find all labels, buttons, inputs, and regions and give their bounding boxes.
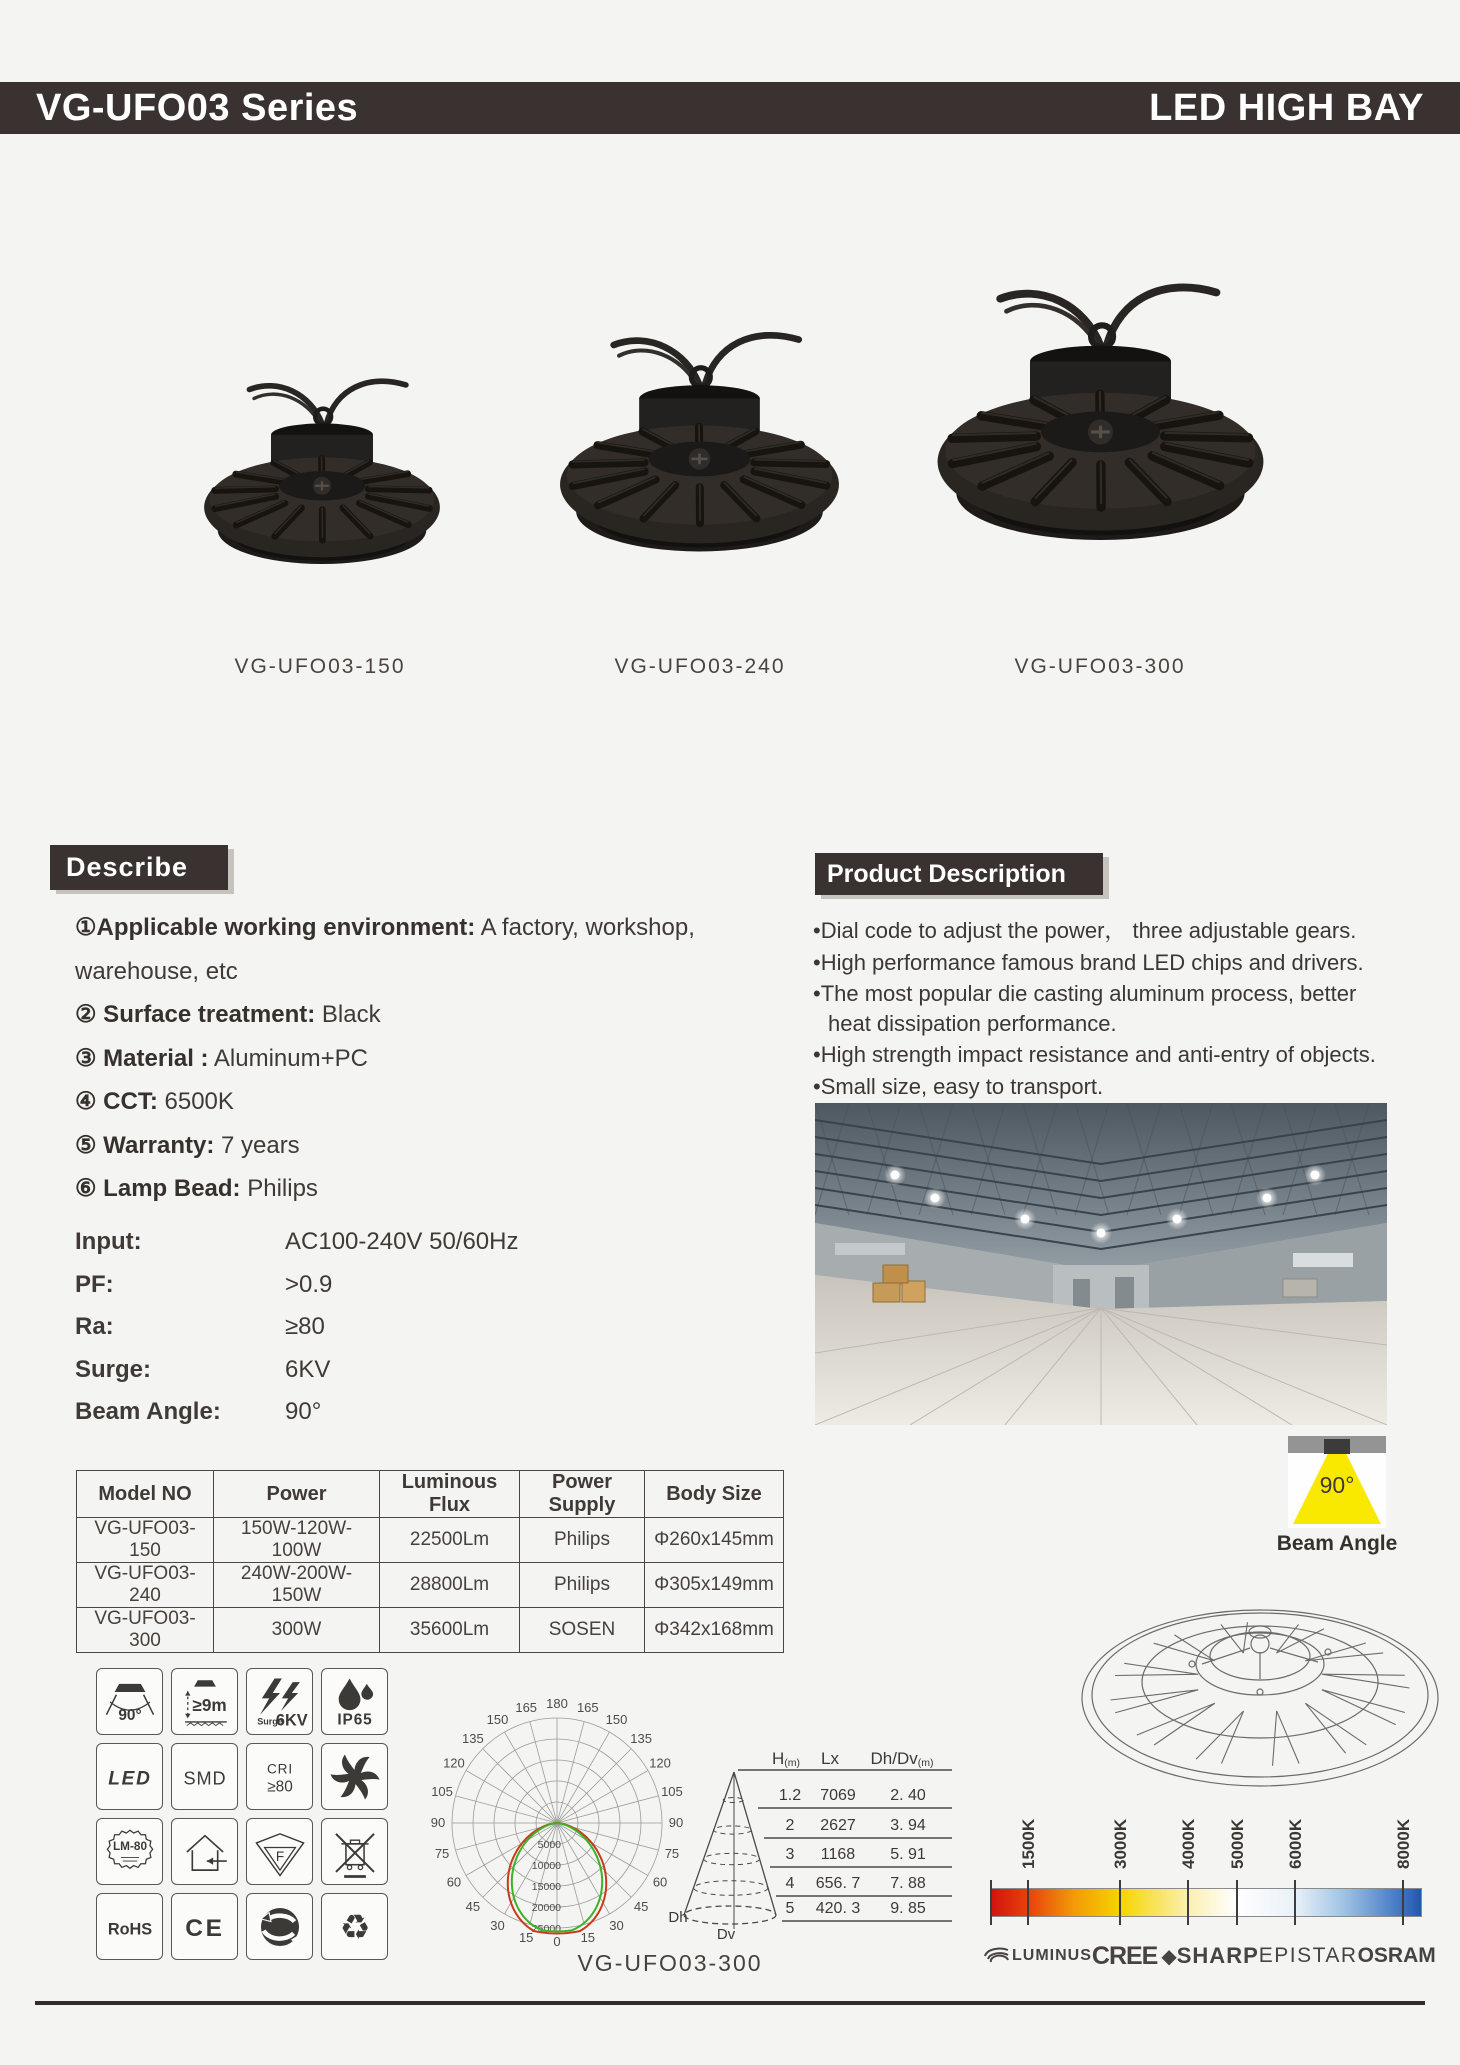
table-row (77, 1608, 784, 1653)
scale-tick (1119, 1880, 1121, 1925)
spec-label: Ra: (75, 1313, 114, 1340)
svg-text:420. 3: 420. 3 (815, 1900, 861, 1917)
table-cell: VG-UFO03-300 (77, 1608, 214, 1653)
spec-label: Input: (75, 1228, 142, 1255)
ufo-lamp-illustration (197, 360, 447, 632)
describe-item-wrap: warehouse, etc (75, 957, 238, 985)
ip65-icon (321, 1668, 388, 1735)
color-temperature-scale (991, 1888, 1422, 1917)
surge-protection-icon (246, 1668, 313, 1735)
svg-text:F: F (275, 1848, 284, 1864)
product-label-240: VG-UFO03-240 (614, 655, 786, 678)
product-photo-240 (552, 310, 847, 632)
table-cell: Φ342x168mm (645, 1608, 784, 1653)
table-cell: Φ305x149mm (645, 1563, 784, 1608)
describe-item: ①Applicable working environment: A factory, workshop, (75, 914, 695, 941)
spec-label: PF: (75, 1270, 114, 1298)
svg-text:5000: 5000 (537, 1839, 561, 1851)
scale-tick (1294, 1880, 1296, 1925)
spec-row (75, 1271, 675, 1314)
svg-text:7. 88: 7. 88 (890, 1875, 926, 1892)
svg-text:5: 5 (785, 1900, 795, 1917)
svg-text:90: 90 (430, 1815, 446, 1830)
svg-text:90: 90 (668, 1815, 684, 1830)
table-cell: VG-UFO03-240 (77, 1563, 214, 1608)
cri-icon (246, 1743, 313, 1810)
svg-text:45: 45 (465, 1899, 481, 1915)
svg-text:CRI: CRI (266, 1760, 293, 1776)
rohs-icon (96, 1893, 163, 1960)
osram-logo: OSRAM (1357, 1944, 1436, 1967)
table-cell: 35600Lm (380, 1608, 520, 1653)
svg-text:120: 120 (443, 1755, 465, 1771)
recyclable-icon (321, 1893, 388, 1960)
table-header: Power (214, 1471, 380, 1518)
spec-row (75, 1313, 675, 1356)
svg-text:SMD: SMD (183, 1767, 226, 1788)
svg-text:2627: 2627 (820, 1817, 856, 1834)
page-title: VG-UFO03 Series (36, 86, 359, 129)
svg-text:135: 135 (630, 1730, 652, 1746)
describe-item: ③ Material : Aluminum+PC (75, 1044, 368, 1072)
fixture-line-drawing (1070, 1552, 1455, 1807)
spec-row (75, 1398, 675, 1441)
svg-text:90°: 90° (117, 1706, 142, 1724)
scale-tick (1236, 1880, 1238, 1925)
svg-text:150: 150 (486, 1711, 509, 1727)
beam-angle-caption: Beam Angle (1276, 1532, 1398, 1555)
table-cell: 150W-120W-100W (214, 1518, 380, 1563)
description-bullet: •High performance famous brand LED chips and drivers. (813, 949, 1364, 975)
sharp-logo: SHARP (1176, 1943, 1259, 1968)
svg-text:30: 30 (609, 1918, 624, 1934)
f-mark-icon (246, 1818, 313, 1885)
table-cell: 22500Lm (380, 1518, 520, 1563)
svg-text:60: 60 (446, 1874, 462, 1890)
scale-label: 4000K (1178, 1818, 1198, 1870)
table-row (77, 1563, 784, 1608)
describe-item: ② Surface treatment: Black (75, 1001, 381, 1028)
table-header: Body Size (645, 1471, 784, 1518)
footer-divider (35, 2001, 1425, 2005)
scale-tick (1027, 1880, 1029, 1925)
scale-tick (1187, 1880, 1189, 1925)
describe-item: ④ CCT: 6500K (75, 1088, 234, 1115)
product-photo-300 (928, 258, 1273, 634)
green-dot-icon (246, 1893, 313, 1960)
product-photo-150 (197, 360, 447, 632)
table-cell: 300W (214, 1608, 380, 1653)
svg-text:1168: 1168 (820, 1846, 856, 1863)
svg-text:1.2: 1.2 (778, 1787, 802, 1804)
scale-label: 6000K (1285, 1818, 1305, 1870)
scale-label: 1500K (1019, 1818, 1039, 1870)
svg-text:135: 135 (462, 1730, 484, 1746)
model-spec-table (76, 1470, 784, 1653)
table-row (77, 1518, 784, 1563)
svg-text:45: 45 (633, 1899, 649, 1915)
scale-tick (1402, 1880, 1404, 1925)
svg-text:Surge: Surge (256, 1716, 283, 1727)
product-description-section-title (815, 853, 1103, 895)
led-icon (96, 1743, 163, 1810)
scale-label: 3000K (1111, 1818, 1131, 1870)
svg-text:Dh: Dh (668, 1909, 688, 1926)
svg-text:≥9m: ≥9m (191, 1694, 227, 1715)
beam-angle-value: 90° (1319, 1472, 1355, 1498)
scale-tick (990, 1880, 992, 1925)
illuminance-cone-diagram (640, 1742, 962, 1960)
scale-label: 8000K (1394, 1818, 1414, 1870)
table-cell: Philips (520, 1563, 645, 1608)
svg-text:RoHS: RoHS (107, 1919, 152, 1938)
svg-text:H(m): H(m) (771, 1749, 801, 1769)
product-type-title: LED HIGH BAY (1149, 86, 1424, 129)
svg-text:3. 94: 3. 94 (890, 1817, 926, 1834)
svg-text:120: 120 (649, 1755, 671, 1771)
svg-text:150: 150 (605, 1711, 628, 1727)
warehouse-application-photo (815, 1103, 1387, 1425)
table-cell: Philips (520, 1518, 645, 1563)
describe-section-title (50, 845, 228, 890)
svg-text:5. 91: 5. 91 (890, 1846, 926, 1863)
svg-text:6KV: 6KV (275, 1711, 308, 1730)
svg-text:30: 30 (490, 1918, 505, 1934)
svg-text:15: 15 (580, 1929, 596, 1945)
led-brand-logos (983, 1936, 1436, 1976)
describe-title-text: Describe (66, 852, 189, 882)
ufo-lamp-illustration (552, 310, 847, 632)
spec-row (75, 1228, 675, 1271)
electrical-specs-list (75, 1228, 675, 1441)
svg-text:♻: ♻ (339, 1908, 370, 1947)
beam-angle-90-icon (96, 1668, 163, 1735)
spec-label: Beam Angle: (75, 1398, 221, 1425)
svg-text:Dv: Dv (716, 1926, 736, 1943)
header-bar (0, 82, 1460, 134)
product-label-150: VG-UFO03-150 (234, 655, 406, 678)
svg-text:LED: LED (107, 1767, 152, 1789)
beam-angle-pictogram (1288, 1436, 1386, 1528)
product-label-300: VG-UFO03-300 (1014, 655, 1186, 678)
description-bullet: •Dial code to adjust the power， three adjustable gears. (813, 918, 1357, 943)
insulation-class-icon (171, 1818, 238, 1885)
spec-value: ≥80 (285, 1313, 325, 1340)
table-cell: VG-UFO03-150 (77, 1518, 214, 1563)
table-header: Luminous Flux (380, 1471, 520, 1518)
svg-text:15: 15 (518, 1929, 534, 1945)
svg-text:3: 3 (785, 1846, 795, 1863)
lm-80-icon (96, 1818, 163, 1885)
svg-text:CE: CE (184, 1914, 225, 1942)
cree-diamond-icon: ◆ (1161, 1945, 1177, 1968)
svg-text:25000: 25000 (531, 1923, 561, 1935)
svg-text:7069: 7069 (820, 1787, 856, 1804)
ufo-lamp-illustration (928, 258, 1273, 634)
weee-bin-icon (321, 1818, 388, 1885)
svg-text:Dh/Dv(m): Dh/Dv(m) (870, 1749, 934, 1769)
smd-icon (171, 1743, 238, 1810)
svg-text:Lx: Lx (821, 1749, 839, 1768)
spec-value: >0.9 (285, 1270, 333, 1298)
heat-dissipation-fan-icon (321, 1743, 388, 1810)
spec-value: 90° (285, 1398, 322, 1425)
describe-item: ⑤ Warranty: 7 years (75, 1131, 300, 1159)
describe-list (75, 906, 775, 1211)
spec-value: AC100-240V 50/60Hz (285, 1228, 519, 1255)
epistar-logo: EPISTAR (1258, 1944, 1358, 1967)
svg-text:LM-80: LM-80 (112, 1839, 147, 1853)
svg-text:15000: 15000 (531, 1881, 561, 1893)
svg-text:0: 0 (553, 1934, 561, 1949)
svg-text:165: 165 (515, 1700, 538, 1716)
fixture-shape (1324, 1439, 1350, 1454)
description-bullet: •High strength impact resistance and anti-entry of objects. (813, 1042, 1376, 1067)
table-header: Power Supply (520, 1471, 645, 1518)
mounting-height-icon (171, 1668, 238, 1735)
svg-text:60: 60 (652, 1874, 668, 1890)
svg-text:105: 105 (661, 1784, 683, 1800)
svg-text:75: 75 (664, 1845, 680, 1861)
svg-text:9. 85: 9. 85 (890, 1900, 926, 1917)
svg-text:2. 40: 2. 40 (890, 1787, 926, 1804)
svg-text:4: 4 (785, 1875, 795, 1892)
cree-logo: CREE ◆ (1091, 1941, 1177, 1970)
table-cell: Φ260x145mm (645, 1518, 784, 1563)
svg-text:≥80: ≥80 (266, 1778, 293, 1795)
luminus-logo: LUMINUS (983, 1947, 1092, 1966)
scale-label: 5000K (1227, 1818, 1247, 1870)
svg-text:2: 2 (785, 1817, 795, 1834)
product-description-title-text: Product Description (827, 859, 1066, 888)
spec-row (75, 1356, 675, 1399)
table-header-row (77, 1471, 784, 1518)
svg-text:20000: 20000 (531, 1902, 561, 1914)
product-description-bullets (813, 916, 1428, 1103)
spec-label: Surge: (75, 1355, 152, 1383)
table-cell: 28800Lm (380, 1563, 520, 1608)
svg-text:165: 165 (576, 1700, 599, 1716)
table-header: Model NO (77, 1471, 214, 1518)
svg-text:75: 75 (434, 1845, 450, 1861)
photometric-caption: VG-UFO03-300 (577, 1950, 763, 1976)
svg-text:180: 180 (546, 1696, 568, 1711)
svg-text:105: 105 (431, 1784, 453, 1800)
table-cell: SOSEN (520, 1608, 645, 1653)
svg-text:IP65: IP65 (336, 1711, 373, 1729)
ce-mark-icon (171, 1893, 238, 1960)
certification-feature-icons (96, 1668, 388, 1960)
description-bullet: •The most popular die casting aluminum process, better heat dissipation performance. (813, 981, 1357, 1036)
spec-value: 6KV (285, 1355, 331, 1383)
description-bullet: •Small size, easy to transport. (813, 1073, 1104, 1099)
svg-text:10000: 10000 (531, 1860, 561, 1872)
table-cell: 240W-200W-150W (214, 1563, 380, 1608)
svg-text:656. 7: 656. 7 (815, 1875, 861, 1892)
describe-item: ⑥ Lamp Bead: Philips (75, 1175, 318, 1202)
